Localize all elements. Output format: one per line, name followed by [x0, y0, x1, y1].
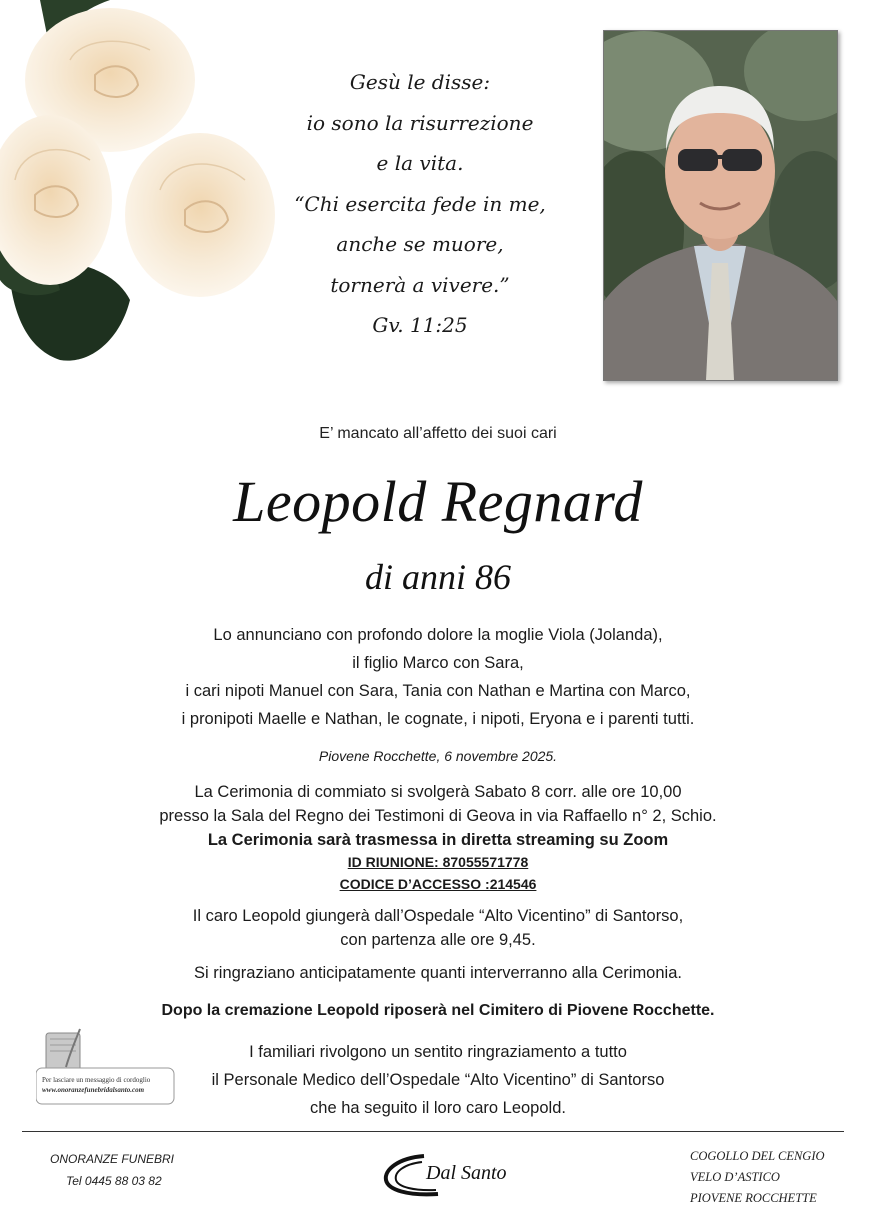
cremation-line: Dopo la cremazione Leopold riposerà nel Cimitero di Piovene Rocchette.	[161, 1002, 715, 1019]
streaming-line: La Cerimonia sarà trasmessa in diretta streaming su Zoom	[207, 831, 669, 849]
quote-line: tornerà a vivere.”	[330, 272, 510, 297]
quote-line: anche se muore,	[336, 232, 504, 256]
condolence-badge[interactable]	[36, 1027, 176, 1107]
dal-santo-logo	[378, 1148, 528, 1206]
bible-quote	[270, 62, 570, 346]
access-code[interactable]: CODICE D’ACCESSO :214546	[339, 876, 537, 892]
footer-locations	[690, 1146, 825, 1209]
badge-text: Per lasciare un messaggio di cordoglio	[42, 1076, 151, 1084]
badge-url[interactable]: www.onoranzefunebridalsanto.com	[42, 1086, 145, 1094]
announcement	[0, 621, 876, 733]
deceased-age: di anni 86	[364, 557, 511, 597]
place-date: Piovene Rocchette, 6 novembre 2025.	[318, 748, 558, 764]
announcement-line: Lo annunciano con profondo dolore la moglie Viola (Jolanda),	[213, 626, 663, 644]
footer-location: PIOVENE ROCCHETTE	[690, 1191, 817, 1205]
footer-left	[50, 1148, 174, 1192]
white-roses-image	[0, 0, 280, 370]
announcement-line: i cari nipoti Manuel con Sara, Tania con Nathan e Martina con Marco,	[185, 682, 691, 700]
scroll-quill-icon	[36, 1027, 176, 1107]
quote-line: Gesù le disse:	[349, 70, 491, 94]
quote-reference: Gv. 11:25	[372, 313, 468, 337]
footer-company: ONORANZE FUNEBRI	[50, 1152, 175, 1166]
footer-phone: Tel 0445 88 03 82	[66, 1174, 162, 1188]
footer-divider	[22, 1131, 844, 1132]
footer-location: VELO D’ASTICO	[690, 1170, 780, 1184]
announcement-line: i pronipoti Maelle e Nathan, le cognate, i nipoti, Eryona e i parenti tutti.	[181, 710, 695, 728]
portrait-photo	[603, 30, 838, 381]
family-thanks-line: che ha seguito il loro caro Leopold.	[310, 1099, 566, 1117]
deceased-name: Leopold Regnard	[233, 469, 643, 534]
meeting-id[interactable]: ID RIUNIONE: 87055571778	[347, 854, 529, 870]
quote-line: “Chi esercita fede in me,	[294, 191, 546, 216]
ceremony-line: La Cerimonia di commiato si svolgerà Sabato 8 corr. alle ore 10,00	[194, 783, 682, 801]
ceremony-line: presso la Sala del Regno dei Testimoni di Geova in via Raffaello n° 2, Schio.	[159, 807, 717, 825]
footer-location: COGOLLO DEL CENGIO	[690, 1149, 825, 1163]
thanks-line: Si ringraziano anticipatamente quanti interverranno alla Cerimonia.	[194, 964, 682, 982]
family-thanks-line: il Personale Medico dell’Ospedale “Alto Vicentino” di Santorso	[211, 1071, 665, 1089]
arrival-line: Il caro Leopold giungerà dall’Ospedale “Alto Vicentino” di Santorso,	[192, 907, 684, 925]
ceremony-info	[0, 780, 876, 852]
arrival-line: con partenza alle ore 9,45.	[340, 931, 536, 949]
arrival-info	[0, 904, 876, 952]
intro-text: E’ mancato all’affetto dei suoi cari	[319, 425, 557, 442]
quote-line: io sono la risurrezione	[306, 110, 534, 135]
family-thanks-line: I familiari rivolgono un sentito ringraziamento a tutto	[249, 1043, 627, 1061]
logo-text: Dal Santo	[426, 1162, 507, 1184]
announcement-line: il figlio Marco con Sara,	[352, 654, 524, 672]
quote-line: e la vita.	[376, 151, 464, 175]
